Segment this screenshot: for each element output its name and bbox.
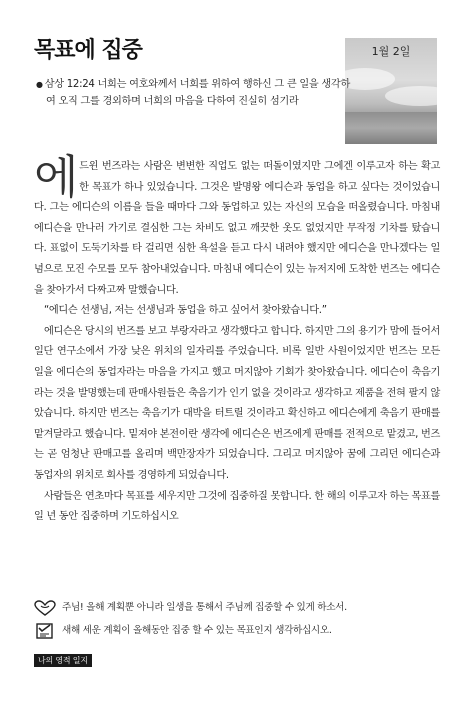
action-line (34, 623, 440, 639)
drop-cap: 에 (34, 150, 79, 204)
prayer-line (34, 600, 440, 616)
action-text: 새해 세운 계획이 올해동안 집중 할 수 있는 목표인지 생각하십시오. (62, 625, 332, 636)
verse-text: 삼상 12:24 너희는 여호와께서 너희를 위하여 행하신 그 큰 일을 생각하여 오직 그를 경외하며 너희의 마음을 다하여 진실히 섬기라 (44, 79, 350, 107)
paragraph: “에디슨 선생님, 저는 선생님과 동업을 하고 싶어서 찾아왔습니다.” (44, 305, 327, 317)
bullet-icon: ● (36, 80, 43, 89)
prayer-text: 주님! 올해 계획뿐 아니라 일생을 통해서 주님께 집중할 수 있게 하소서. (62, 602, 347, 613)
paragraph: 에디슨은 당시의 번즈를 보고 부랑자라고 생각했다고 합니다. 하지만 그의 용기가 맘에 들어서 일단 연구소에서 가장 낮은 위치의 일자리를 주었습니다. 비록 일반 사원이었지만 번즈는 모든 일을 에디슨의 동업자라는 마음을 가지고 했고 머지않아 기회가 찾아왔습니다. 에디슨이 축음기라는 것을 발명했는데 판매사원들은 축음기가 인기 없을 것이라고 생각하고 제품을 전혀 팔지 않았습니다. 하지만 번즈는 축음기가 대박을 터트릴 것이라고 확신하고 에디슨에게 축음기 판매를 맡겨달라고 했습니다. 밑져야 본전이란 생각에 에디슨은 번즈에게 판매를 전적으로 맡겼고, 번즈는 곧 엄청난 판매고를 올리며 백만장자가 되었습니다. 그리고 머지않아 꿈에 그리던 에디슨과 동업자의 위치로 회사를 경영하게 되었습니다. (34, 325, 440, 481)
footer-tag: 나의 영적 일지 (34, 654, 92, 667)
paragraph: 사람들은 연초마다 목표를 세우지만 그것에 집중하질 못합니다. 한 해의 이루고자 하는 목표를 일 년 동안 집중하며 기도하십시오 (34, 490, 440, 523)
cloud-shape (385, 86, 437, 106)
page-title: 목표에 집중 (34, 38, 142, 63)
date-label: 1월 2일 (371, 45, 411, 58)
cloud-shape (345, 68, 395, 90)
paragraph (34, 150, 440, 301)
date-photo (345, 38, 437, 144)
scripture-verse (34, 76, 350, 110)
sea-shape (345, 112, 437, 144)
heart-icon (34, 600, 56, 616)
devotional-body (34, 150, 440, 528)
checklist-icon (34, 623, 56, 639)
paragraph-text: 드윈 번즈라는 사람은 변변한 직업도 없는 떠돌이였지만 그에겐 이루고자 하는 확고한 목표가 하나 있었습니다. 그것은 발명왕 에디슨과 동업을 하고 싶다는 것이었습니다. 그는 에디슨의 이름을 들을 때마다 그와 동업하고 있는 자신의 모습을 떠올렸습니다. 마침내 에디슨을 만나러 가기로 결심한 그는 차비도 없고 깨끗한 옷도 없었지만 무작정 기차를 탔습니다. 표없이 도둑기차를 타 걸리면 심한 욕설을 듣고 다시 내려야 했지만 에디슨을 만나겠다는 일념으로 모진 수모를 모두 참아내었습니다. 마침내 에디슨이 있는 뉴저지에 도착한 번즈는 에디슨을 찾아가서 다짜고짜 말했습니다. (34, 161, 440, 296)
